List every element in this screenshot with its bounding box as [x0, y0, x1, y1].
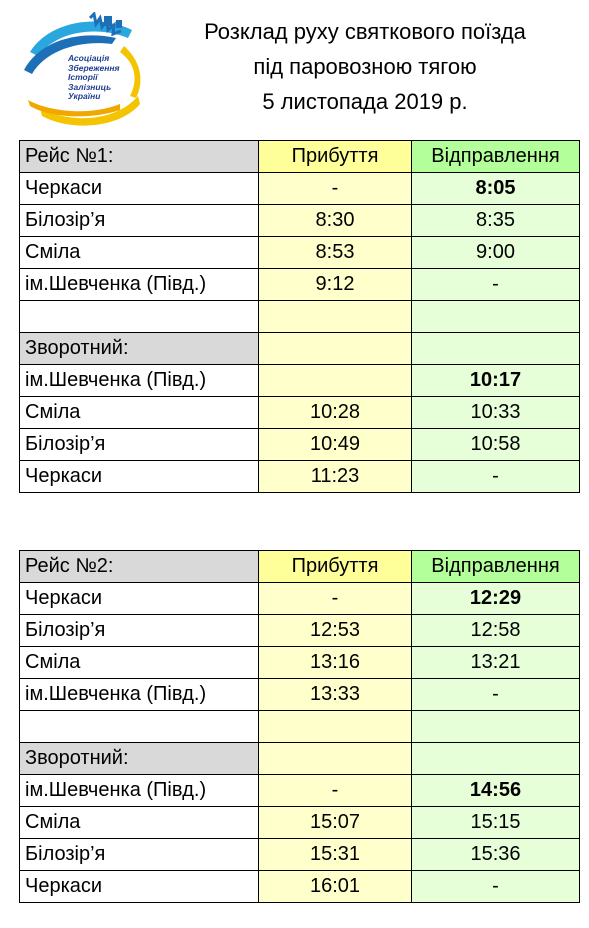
- arrival-time: 11:23: [259, 461, 412, 493]
- return-section-row: [20, 743, 580, 775]
- arrival-time: 8:53: [259, 237, 412, 269]
- return-section-row: [20, 333, 580, 365]
- arrival-header: Прибуття: [259, 551, 412, 583]
- table-row: [20, 269, 580, 301]
- arrival-time: 16:01: [259, 871, 412, 903]
- station-name: ім.Шевченка (Півд.): [20, 269, 259, 301]
- association-logo: [20, 12, 144, 130]
- station-name: Сміла: [20, 647, 259, 679]
- station-name: Сміла: [20, 807, 259, 839]
- logo-text: [68, 54, 148, 102]
- arrival-time: 15:07: [259, 807, 412, 839]
- arrival-time: -: [259, 583, 412, 615]
- return-label: Зворотний:: [20, 743, 259, 775]
- departure-header: Відправлення: [412, 551, 580, 583]
- logo-line: України: [68, 91, 101, 101]
- table-row: [20, 237, 580, 269]
- table-row: [20, 775, 580, 807]
- logo-line: Збереження: [68, 62, 120, 73]
- arrival-time: [259, 365, 412, 397]
- trip-label: Рейс №1:: [20, 141, 259, 173]
- empty-cell: [259, 743, 412, 775]
- station-name: Сміла: [20, 237, 259, 269]
- arrival-header: Прибуття: [259, 141, 412, 173]
- table-header-row: [20, 141, 580, 173]
- departure-time: 8:05: [412, 173, 580, 205]
- page-title: [140, 14, 589, 119]
- station-name: ім.Шевченка (Півд.): [20, 775, 259, 807]
- title-line-2: під паровозною тягою: [253, 54, 477, 79]
- station-name: Сміла: [20, 397, 259, 429]
- trip-label: Рейс №2:: [20, 551, 259, 583]
- empty-cell: [412, 711, 580, 743]
- table-row: [20, 365, 580, 397]
- logo-line: Залізниць: [68, 81, 112, 92]
- empty-cell: [259, 301, 412, 333]
- arrival-time: 10:49: [259, 429, 412, 461]
- empty-row: [20, 301, 580, 333]
- return-label: Зворотний:: [20, 333, 259, 365]
- empty-cell: [412, 743, 580, 775]
- departure-time: 10:17: [412, 365, 580, 397]
- table-row: [20, 679, 580, 711]
- arrival-time: 9:12: [259, 269, 412, 301]
- table-row: [20, 583, 580, 615]
- station-name: Білозір’я: [20, 429, 259, 461]
- arrival-time: -: [259, 775, 412, 807]
- arrival-time: 12:53: [259, 615, 412, 647]
- table-row: [20, 205, 580, 237]
- station-name: ім.Шевченка (Півд.): [20, 679, 259, 711]
- empty-cell: [259, 711, 412, 743]
- empty-cell: [20, 301, 259, 333]
- table-row: [20, 397, 580, 429]
- arrival-time: 13:33: [259, 679, 412, 711]
- empty-cell: [20, 711, 259, 743]
- empty-cell: [412, 301, 580, 333]
- departure-time: 8:35: [412, 205, 580, 237]
- table-row: [20, 173, 580, 205]
- arrival-time: 8:30: [259, 205, 412, 237]
- departure-time: -: [412, 871, 580, 903]
- station-name: Білозір’я: [20, 615, 259, 647]
- arrival-time: 15:31: [259, 839, 412, 871]
- departure-time: 14:56: [412, 775, 580, 807]
- departure-time: 12:58: [412, 615, 580, 647]
- table-row: [20, 647, 580, 679]
- title-line-1: Розклад руху святкового поїзда: [204, 19, 526, 44]
- empty-cell: [259, 333, 412, 365]
- departure-time: -: [412, 269, 580, 301]
- table-header-row: [20, 551, 580, 583]
- station-name: Білозір’я: [20, 839, 259, 871]
- station-name: Черкаси: [20, 583, 259, 615]
- departure-time: -: [412, 679, 580, 711]
- departure-time: 15:36: [412, 839, 580, 871]
- table-row: [20, 871, 580, 903]
- logo-line: Асоціація: [68, 53, 110, 63]
- departure-time: 10:33: [412, 397, 580, 429]
- empty-row: [20, 711, 580, 743]
- departure-header: Відправлення: [412, 141, 580, 173]
- trip-2-schedule-table: [19, 550, 580, 903]
- departure-time: 10:58: [412, 429, 580, 461]
- table-row: [20, 461, 580, 493]
- table-row: [20, 429, 580, 461]
- arrival-time: -: [259, 173, 412, 205]
- station-name: Черкаси: [20, 871, 259, 903]
- departure-time: 12:29: [412, 583, 580, 615]
- trip-1-schedule-table: [19, 140, 580, 493]
- station-name: Черкаси: [20, 173, 259, 205]
- arrival-time: 10:28: [259, 397, 412, 429]
- empty-cell: [412, 333, 580, 365]
- title-line-3: 5 листопада 2019 р.: [262, 89, 468, 114]
- arrival-time: 13:16: [259, 647, 412, 679]
- station-name: ім.Шевченка (Півд.): [20, 365, 259, 397]
- table-row: [20, 807, 580, 839]
- departure-time: 13:21: [412, 647, 580, 679]
- departure-time: 9:00: [412, 237, 580, 269]
- table-row: [20, 839, 580, 871]
- station-name: Білозір’я: [20, 205, 259, 237]
- departure-time: -: [412, 461, 580, 493]
- departure-time: 15:15: [412, 807, 580, 839]
- station-name: Черкаси: [20, 461, 259, 493]
- table-row: [20, 615, 580, 647]
- logo-line: Історії: [68, 72, 98, 82]
